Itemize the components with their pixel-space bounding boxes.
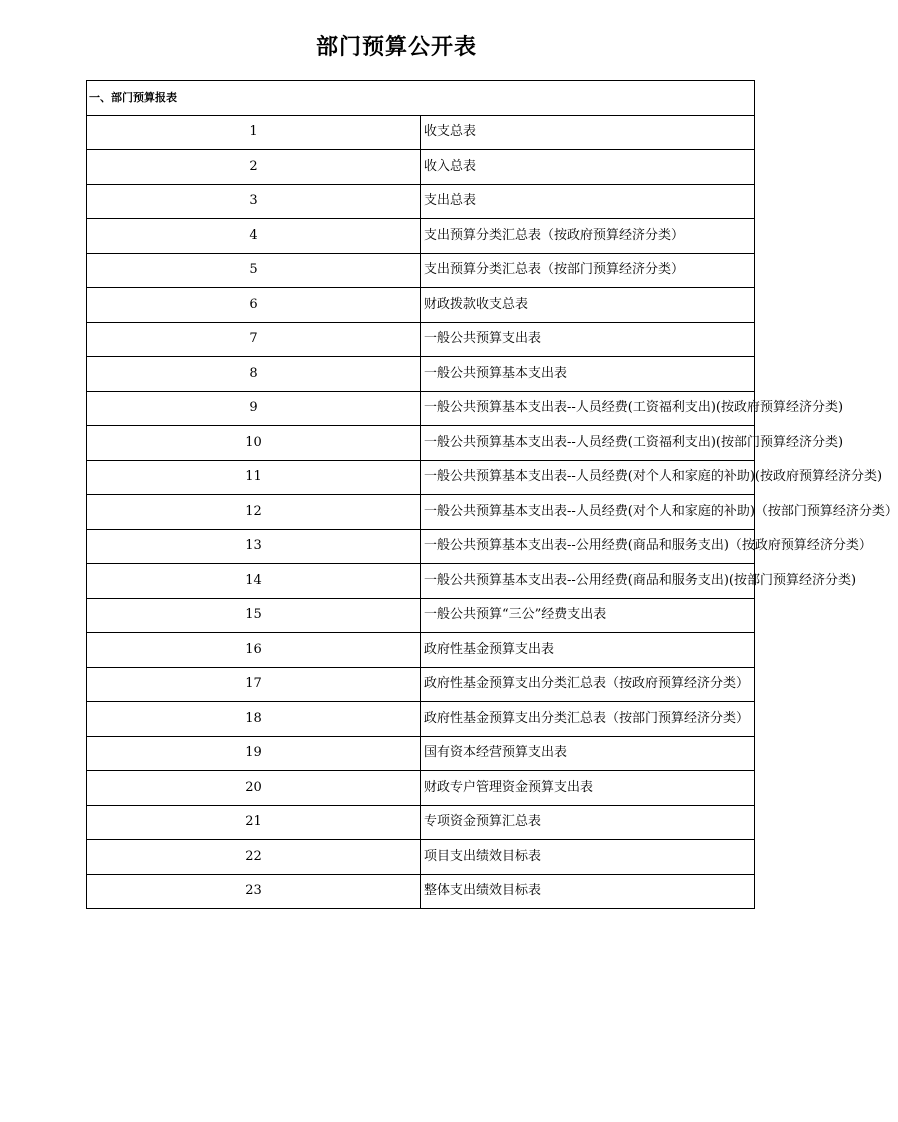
report-name-link[interactable]: 政府性基金预算支出分类汇总表（按部门预算经济分类）: [421, 702, 755, 737]
report-name-link[interactable]: 支出总表: [421, 184, 755, 219]
report-name-link[interactable]: 专项资金预算汇总表: [421, 805, 755, 840]
row-number: 21: [87, 805, 421, 840]
row-number: 8: [87, 357, 421, 392]
report-name-link[interactable]: 一般公共预算基本支出表--公用经费(商品和服务支出)(按部门预算经济分类): [421, 564, 755, 599]
report-name-link[interactable]: 一般公共预算基本支出表--公用经费(商品和服务支出)（按政府预算经济分类）: [421, 529, 755, 564]
row-number: 10: [87, 426, 421, 461]
table-row[interactable]: [87, 219, 755, 254]
table-row[interactable]: [87, 598, 755, 633]
table-row[interactable]: [87, 426, 755, 461]
row-number: 19: [87, 736, 421, 771]
report-name-link[interactable]: 一般公共预算基本支出表--人员经费(对个人和家庭的补助)(按政府预算经济分类): [421, 460, 755, 495]
row-number: 1: [87, 115, 421, 150]
table-row[interactable]: [87, 736, 755, 771]
table-row[interactable]: [87, 391, 755, 426]
report-name-link[interactable]: 收支总表: [421, 115, 755, 150]
row-number: 9: [87, 391, 421, 426]
table-row[interactable]: [87, 253, 755, 288]
report-name-link[interactable]: 收入总表: [421, 150, 755, 185]
row-number: 15: [87, 598, 421, 633]
row-number: 13: [87, 529, 421, 564]
row-number: 17: [87, 667, 421, 702]
table-row[interactable]: [87, 288, 755, 323]
page-title: 部门预算公开表: [315, 35, 477, 60]
report-name-link[interactable]: 财政专户管理资金预算支出表: [421, 771, 755, 806]
section-header-row: [87, 81, 755, 116]
report-name-link[interactable]: 一般公共预算基本支出表--人员经费(对个人和家庭的补助)（按部门预算经济分类）: [421, 495, 755, 530]
row-number: 23: [87, 874, 421, 909]
report-name-link[interactable]: 一般公共预算基本支出表--人员经费(工资福利支出)(按政府预算经济分类): [421, 391, 755, 426]
table-row[interactable]: [87, 564, 755, 599]
table-row[interactable]: [87, 874, 755, 909]
report-name-link[interactable]: 一般公共预算基本支出表--人员经费(工资福利支出)(按部门预算经济分类): [421, 426, 755, 461]
report-name-link[interactable]: 支出预算分类汇总表（按部门预算经济分类）: [421, 253, 755, 288]
report-name-link[interactable]: 整体支出绩效目标表: [421, 874, 755, 909]
row-number: 7: [87, 322, 421, 357]
report-name-link[interactable]: 政府性基金预算支出分类汇总表（按政府预算经济分类）: [421, 667, 755, 702]
section-header-label: 一、部门预算报表: [87, 81, 755, 116]
budget-report-table: [86, 80, 898, 909]
table-row[interactable]: [87, 184, 755, 219]
table-row[interactable]: [87, 633, 755, 668]
table-row[interactable]: [87, 322, 755, 357]
row-number: 11: [87, 460, 421, 495]
table-row[interactable]: [87, 150, 755, 185]
table-row[interactable]: [87, 529, 755, 564]
table-row[interactable]: [87, 805, 755, 840]
row-number: 22: [87, 840, 421, 875]
table-row[interactable]: [87, 115, 755, 150]
row-number: 2: [87, 150, 421, 185]
row-number: 6: [87, 288, 421, 323]
report-name-link[interactable]: 项目支出绩效目标表: [421, 840, 755, 875]
table-row[interactable]: [87, 460, 755, 495]
row-number: 16: [87, 633, 421, 668]
table-row[interactable]: [87, 840, 755, 875]
row-number: 12: [87, 495, 421, 530]
row-number: 18: [87, 702, 421, 737]
report-name-link[interactable]: 一般公共预算“三公”经费支出表: [421, 598, 755, 633]
table-row[interactable]: [87, 357, 755, 392]
row-number: 14: [87, 564, 421, 599]
report-name-link[interactable]: 一般公共预算支出表: [421, 322, 755, 357]
row-number: 4: [87, 219, 421, 254]
row-number: 20: [87, 771, 421, 806]
row-number: 3: [87, 184, 421, 219]
report-name-link[interactable]: 国有资本经营预算支出表: [421, 736, 755, 771]
table-row[interactable]: [87, 702, 755, 737]
table-row[interactable]: [87, 495, 755, 530]
table-row[interactable]: [87, 667, 755, 702]
row-number: 5: [87, 253, 421, 288]
report-name-link[interactable]: 一般公共预算基本支出表: [421, 357, 755, 392]
report-name-link[interactable]: 支出预算分类汇总表（按政府预算经济分类）: [421, 219, 755, 254]
table-row[interactable]: [87, 771, 755, 806]
report-name-link[interactable]: 财政拨款收支总表: [421, 288, 755, 323]
report-name-link[interactable]: 政府性基金预算支出表: [421, 633, 755, 668]
